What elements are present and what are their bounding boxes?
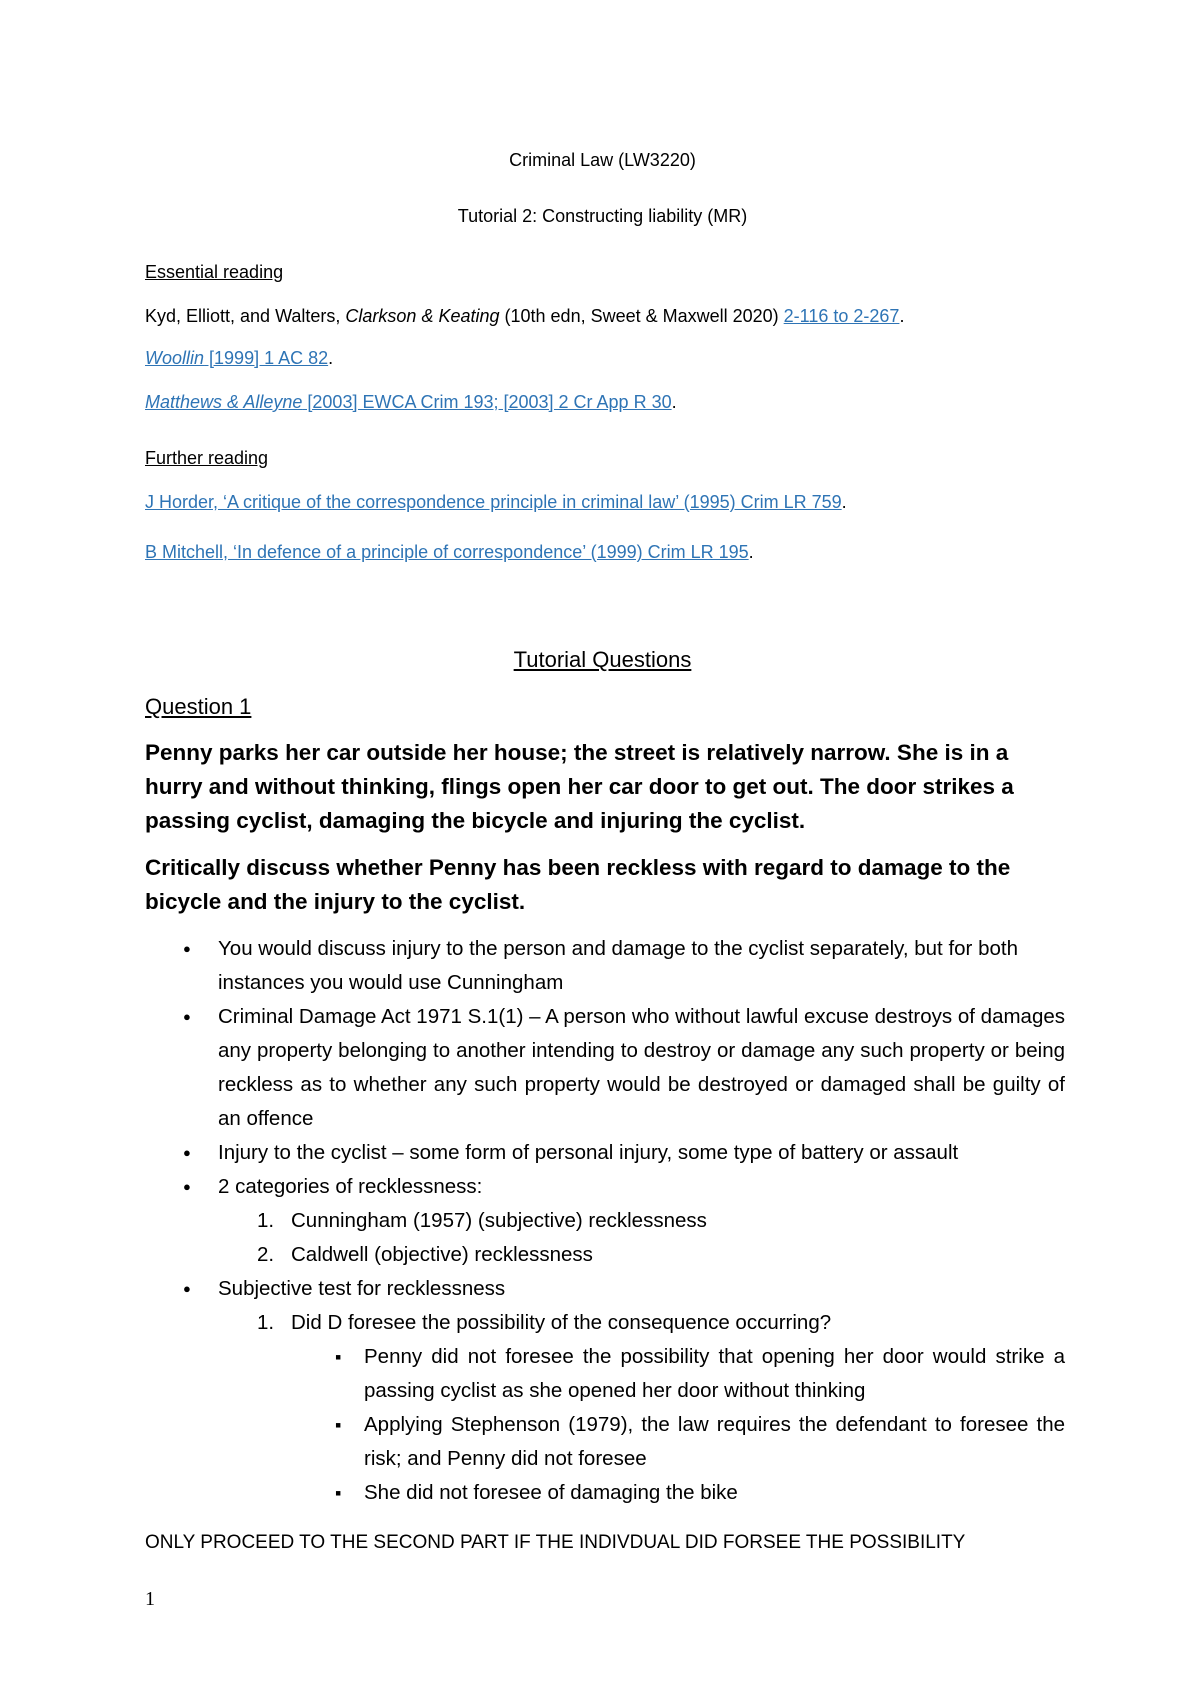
numbered-item: 1. Cunningham (1957) (subjective) recklessness bbox=[257, 1209, 707, 1232]
reading-item-clarkson: Kyd, Elliott, and Walters, Clarkson & Keating (10th edn, Sweet & Maxwell 2020) 2-116 to 2-267. bbox=[145, 306, 905, 326]
reading-link-matthews[interactable]: Matthews & Alleyne [2003] EWCA Crim 193; [2003] 2 Cr App R 30 bbox=[145, 392, 672, 412]
list-item: ● Injury to the cyclist – some form of personal injury, some type of battery or assault bbox=[145, 1136, 1065, 1170]
reading-link[interactable]: 2-116 to 2-267 bbox=[783, 306, 900, 326]
further-link-horder[interactable]: J Horder, ‘A critique of the correspondence principle in criminal law’ (1995) Crim LR 759 bbox=[145, 492, 842, 512]
tutorial-questions-heading: Tutorial Questions bbox=[513, 647, 692, 672]
reading-item-matthews: Matthews & Alleyne [2003] EWCA Crim 193; [2003] 2 Cr App R 30. bbox=[145, 392, 677, 412]
reading-link-woollin[interactable]: Woollin [1999] 1 AC 82 bbox=[145, 348, 329, 368]
reading-text: (10th edn, Sweet & Maxwell 2020) bbox=[499, 306, 784, 326]
question-1-heading: Question 1 bbox=[145, 694, 252, 719]
reading-title-italic: Clarkson & Keating bbox=[345, 306, 500, 326]
tutorial-title: Tutorial 2: Constructing liability (MR) bbox=[457, 206, 748, 226]
numbered-item: 2. Caldwell (objective) recklessness bbox=[257, 1243, 593, 1266]
list-item: ● Subjective test for recklessness bbox=[145, 1272, 1065, 1306]
question-1-scenario: Penny parks her car outside her house; the street is relatively narrow. She is in a hurry and without thinking, flings open her car door to get out. The door strikes a passing cyclist, damaging the bicycle and injuring the cyclist. bbox=[145, 740, 1014, 833]
further-item-horder: J Horder, ‘A critique of the correspondence principle in criminal law’ (1995) Crim LR 759. bbox=[145, 492, 847, 512]
proceed-note: ONLY PROCEED TO THE SECOND PART IF THE INDIVDUAL DID FORSEE THE POSSIBILITY bbox=[145, 1532, 966, 1553]
reading-item-woollin: Woollin [1999] 1 AC 82. bbox=[145, 348, 334, 368]
page-number: 1 bbox=[145, 1588, 155, 1610]
sub-item: ▪ She did not foresee of damaging the bike bbox=[145, 1476, 1065, 1510]
further-item-mitchell: B Mitchell, ‘In defence of a principle of correspondence’ (1999) Crim LR 195. bbox=[145, 542, 754, 562]
list-item: ● Criminal Damage Act 1971 S.1(1) – A person who without lawful excuse destroys of damages any property belonging to another intending to destroy or damage any such property or being reckless as to whether any such property would be destroyed or damaged shall be guilty of an offence bbox=[145, 1000, 1065, 1136]
reading-text: Kyd, Elliott, and Walters, bbox=[145, 306, 346, 326]
list-item: ● 2 categories of recklessness: bbox=[145, 1170, 1065, 1204]
further-reading-heading: Further reading bbox=[145, 448, 269, 468]
further-link-mitchell[interactable]: B Mitchell, ‘In defence of a principle of correspondence’ (1999) Crim LR 195 bbox=[145, 542, 749, 562]
course-title: Criminal Law (LW3220) bbox=[509, 150, 696, 170]
numbered-item: 1. Did D foresee the possibility of the consequence occurring? bbox=[257, 1311, 832, 1334]
question-1-task: Critically discuss whether Penny has been reckless with regard to damage to the bicycle and the injury to the cyclist. bbox=[145, 855, 1011, 914]
essential-reading-heading: Essential reading bbox=[145, 262, 284, 282]
sub-item: ▪ Applying Stephenson (1979), the law requires the defendant to foresee the risk; and Penny did not foresee bbox=[145, 1408, 1065, 1476]
list-item: ● You would discuss injury to the person and damage to the cyclist separately, but for both instances you would use Cunningham bbox=[145, 932, 1065, 1000]
answer-notes bbox=[145, 932, 1065, 1510]
sub-item: ▪ Penny did not foresee the possibility that opening her door would strike a passing cyclist as she opened her door without thinking bbox=[145, 1340, 1065, 1408]
